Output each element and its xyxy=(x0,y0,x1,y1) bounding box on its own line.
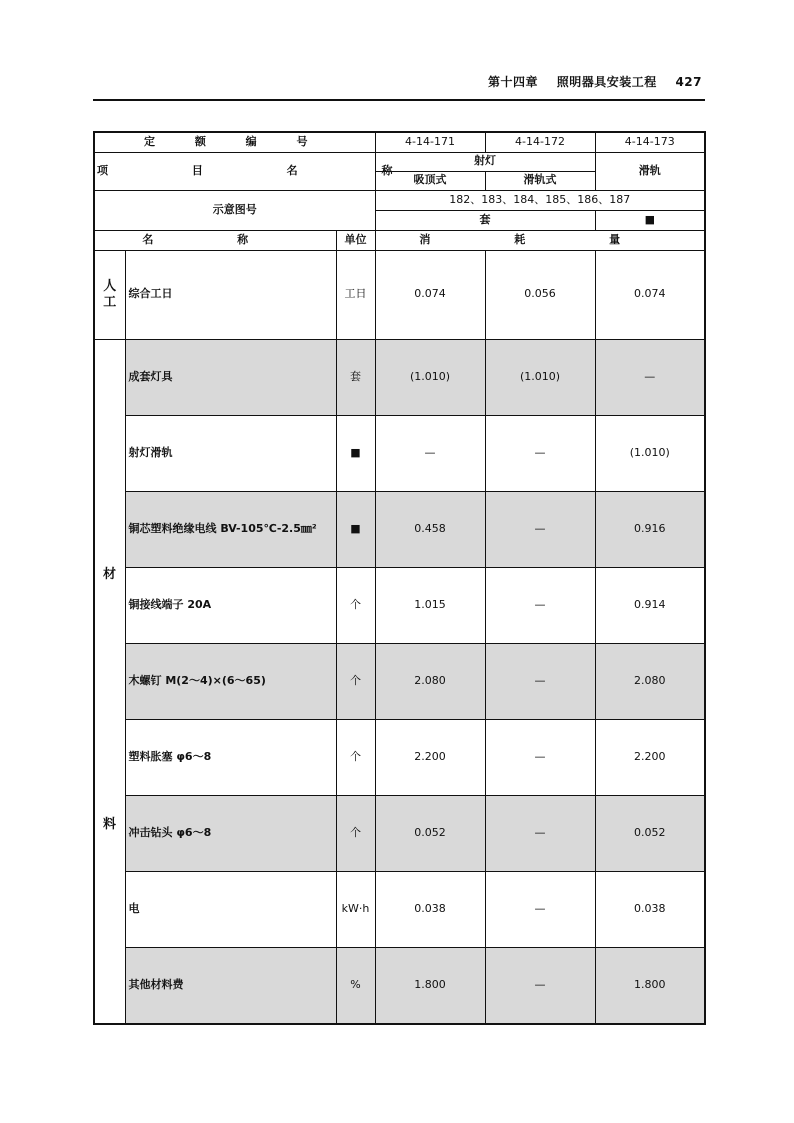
unit-top-1: 套 xyxy=(375,210,595,230)
labor-value-3: 0.074 xyxy=(595,250,705,339)
material-unit: kW·h xyxy=(336,871,375,947)
sub-name-3: 滑轨 xyxy=(595,152,705,190)
material-unit: 套 xyxy=(336,339,375,415)
quota-code-1: 4-14-171 xyxy=(375,132,485,152)
material-row xyxy=(94,567,705,643)
sub-name-2: 滑轨式 xyxy=(485,171,595,190)
labor-category: 人工 xyxy=(94,250,125,339)
material-value-1: 0.052 xyxy=(375,795,485,871)
material-value-3: (1.010) xyxy=(595,415,705,491)
material-name: 成套灯具 xyxy=(125,339,336,415)
material-name: 塑料胀塞 φ6～8 xyxy=(125,719,336,795)
material-value-3: 0.038 xyxy=(595,871,705,947)
column-header-name: 名 称 xyxy=(94,230,336,250)
quota-table xyxy=(93,131,706,1025)
material-value-1: 1.015 xyxy=(375,567,485,643)
item-name-label: 项 目 名 称 xyxy=(94,152,375,190)
material-value-3: 1.800 xyxy=(595,947,705,1024)
material-value-3: 0.914 xyxy=(595,567,705,643)
material-value-2: (1.010) xyxy=(485,339,595,415)
material-value-3: 0.916 xyxy=(595,491,705,567)
material-unit: 个 xyxy=(336,795,375,871)
material-row xyxy=(94,871,705,947)
labor-value-1: 0.074 xyxy=(375,250,485,339)
column-header-unit: 单位 xyxy=(336,230,375,250)
material-value-1: 0.458 xyxy=(375,491,485,567)
header-rule xyxy=(93,99,705,101)
column-header-row xyxy=(94,230,705,250)
material-value-2: — xyxy=(485,947,595,1024)
item-name-row xyxy=(94,152,705,171)
unit-top-2: ■ xyxy=(595,210,705,230)
material-name: 冲击钻头 φ6～8 xyxy=(125,795,336,871)
material-name: 射灯滑轨 xyxy=(125,415,336,491)
material-value-2: — xyxy=(485,491,595,567)
material-name: 铜接线端子 20A xyxy=(125,567,336,643)
material-value-1: — xyxy=(375,415,485,491)
labor-name: 综合工日 xyxy=(125,250,336,339)
page-header xyxy=(474,73,702,90)
chapter-number: 第十四章 xyxy=(488,75,539,89)
material-row xyxy=(94,415,705,491)
material-row xyxy=(94,719,705,795)
material-value-3: 0.052 xyxy=(595,795,705,871)
page-number: 427 xyxy=(675,75,702,89)
material-value-3: 2.200 xyxy=(595,719,705,795)
material-name: 电 xyxy=(125,871,336,947)
group-name: 射灯 xyxy=(375,152,595,171)
material-unit: ■ xyxy=(336,415,375,491)
column-header-consume: 消 耗 量 xyxy=(375,230,705,250)
material-value-1: 1.800 xyxy=(375,947,485,1024)
material-value-2: — xyxy=(485,415,595,491)
material-name: 其他材料费 xyxy=(125,947,336,1024)
material-value-1: 2.200 xyxy=(375,719,485,795)
quota-code-2: 4-14-172 xyxy=(485,132,595,152)
material-value-2: — xyxy=(485,567,595,643)
material-value-3: — xyxy=(595,339,705,415)
diagram-row xyxy=(94,190,705,210)
quota-code-3: 4-14-173 xyxy=(595,132,705,152)
material-value-3: 2.080 xyxy=(595,643,705,719)
chapter-title: 照明器具安装工程 xyxy=(556,75,657,89)
material-unit: % xyxy=(336,947,375,1024)
material-category-char-2: 料 xyxy=(103,816,117,832)
material-unit: 个 xyxy=(336,643,375,719)
labor-value-2: 0.056 xyxy=(485,250,595,339)
material-unit: ■ xyxy=(336,491,375,567)
material-unit: 个 xyxy=(336,719,375,795)
sub-name-1: 吸顶式 xyxy=(375,171,485,190)
material-category xyxy=(94,339,125,1024)
labor-unit: 工日 xyxy=(336,250,375,339)
diagram-label: 示意图号 xyxy=(94,190,375,230)
material-name: 木螺钉 M(2～4)×(6～65) xyxy=(125,643,336,719)
quota-code-row xyxy=(94,132,705,152)
material-row xyxy=(94,339,705,415)
diagram-numbers: 182、183、184、185、186、187 xyxy=(375,190,705,210)
material-unit: 个 xyxy=(336,567,375,643)
material-value-2: — xyxy=(485,643,595,719)
quota-code-label: 定 额 编 号 xyxy=(94,132,375,152)
material-category-char-1: 材 xyxy=(103,566,117,582)
material-row xyxy=(94,795,705,871)
labor-row xyxy=(94,250,705,339)
material-value-2: — xyxy=(485,795,595,871)
material-row xyxy=(94,491,705,567)
material-row xyxy=(94,947,705,1024)
material-value-2: — xyxy=(485,871,595,947)
material-row xyxy=(94,643,705,719)
material-value-1: 0.038 xyxy=(375,871,485,947)
material-name: 铜芯塑料绝缘电线 BV-105℃-2.5㎜² xyxy=(125,491,336,567)
material-value-1: 2.080 xyxy=(375,643,485,719)
material-value-2: — xyxy=(485,719,595,795)
material-value-1: (1.010) xyxy=(375,339,485,415)
